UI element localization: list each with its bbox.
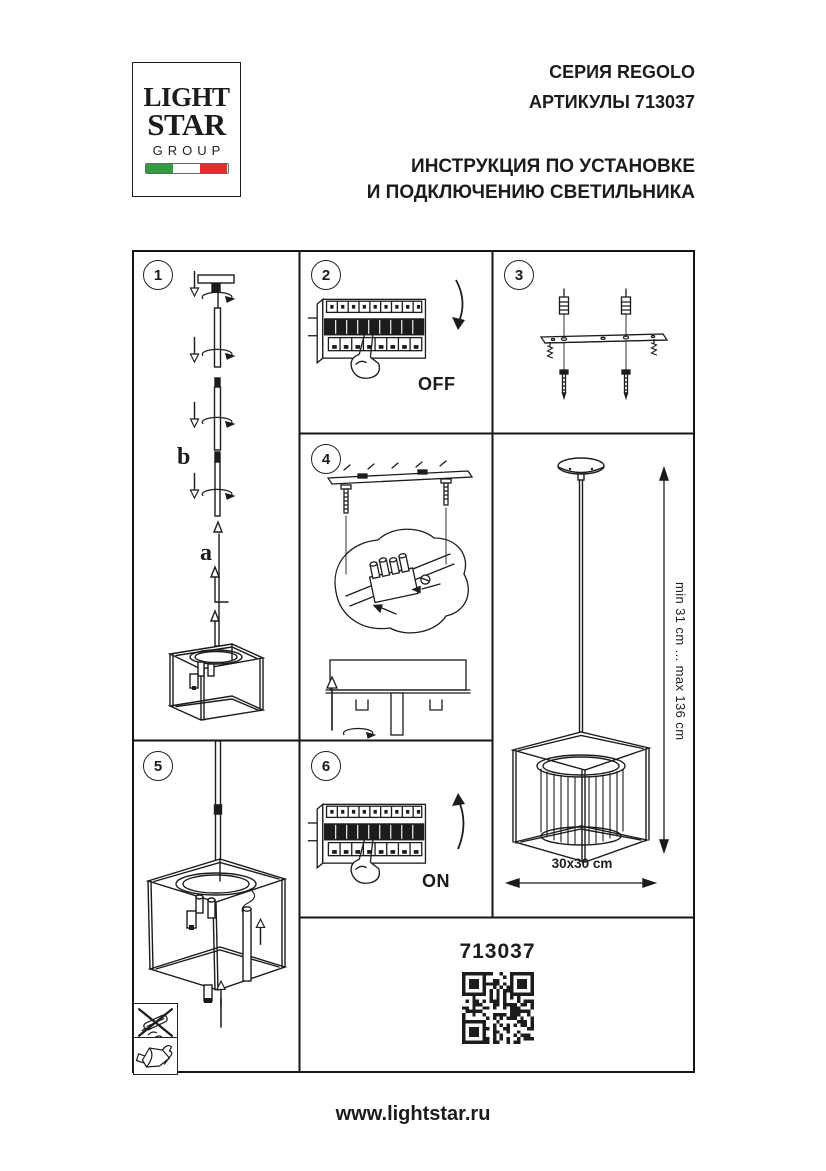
assembled-lamp-diagram (493, 434, 695, 917)
step1-diagram (132, 250, 300, 740)
step5-panel (132, 741, 300, 1073)
step4-number-badge: 4 (311, 444, 341, 474)
use-cloth-icon (134, 1038, 177, 1074)
step4-diagram (300, 434, 492, 740)
step1-label-a: a (200, 540, 212, 566)
step6-panel (300, 741, 492, 917)
no-bare-hands-icon (134, 1004, 177, 1041)
article-qr-section (300, 918, 695, 1073)
logo-word-star: STAR (147, 107, 226, 143)
website-url: www.lightstar.ru (335, 1103, 491, 1125)
step1-number-badge: 1 (143, 260, 173, 290)
step2-panel (300, 250, 492, 433)
result-panel (493, 434, 695, 917)
article-line: АРТИКУЛЫ 713037 (529, 92, 695, 112)
step1-panel (132, 250, 300, 740)
series-title: СЕРИЯ REGOLO (549, 62, 695, 82)
document-header (367, 57, 695, 206)
step3-number-badge: 3 (504, 260, 534, 290)
step6-number-badge: 6 (311, 751, 341, 781)
lightstar-logo (132, 62, 241, 197)
logo-word-light: LIGHT (143, 82, 230, 113)
base-dimension-label: 30x30 cm (551, 856, 613, 871)
article-number: 713037 (459, 940, 536, 963)
qr-code (462, 972, 534, 1044)
italian-flag-icon (145, 163, 229, 174)
step1-label-b: b (177, 444, 191, 470)
step6-on-label: ON (422, 871, 450, 891)
step5-number-badge: 5 (143, 751, 173, 781)
step2-off-label: OFF (418, 374, 456, 394)
step4-panel (300, 434, 492, 740)
instruction-grid (132, 250, 695, 1073)
instruction-title-line1: ИНСТРУКЦИЯ ПО УСТАНОВКЕ (411, 156, 695, 177)
step3-panel (493, 250, 695, 433)
instruction-title-line2: И ПОДКЛЮЧЕНИЮ СВЕТИЛЬНИКА (366, 182, 695, 203)
logo-word-group: GROUP (152, 142, 226, 158)
warning-use-cloth (133, 1037, 178, 1075)
height-dimension-label: min 31 cm ... max 136 cm (673, 582, 688, 741)
step2-number-badge: 2 (311, 260, 341, 290)
